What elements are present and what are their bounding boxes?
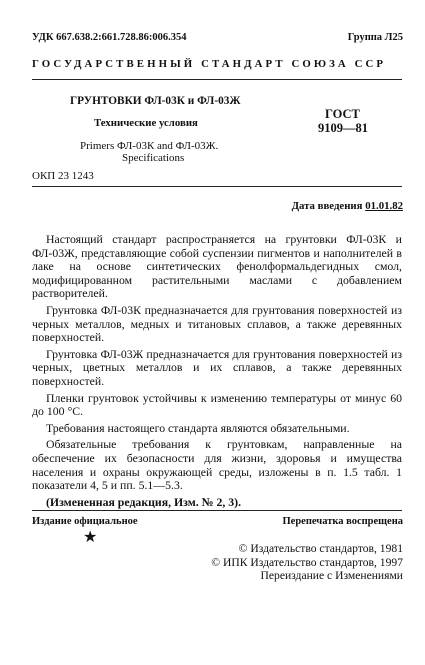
effective-date	[292, 200, 403, 212]
copyright-line-1981: © Издательство стандартов, 1981	[238, 542, 403, 555]
english-title-line2: Specifications	[122, 152, 185, 164]
header-divider	[32, 79, 402, 80]
revision-note: (Измененная редакция, Изм. № 2, 3).	[46, 494, 242, 509]
gost-label: ГОСТ	[325, 107, 360, 121]
effective-date-label: Дата введения	[291, 200, 363, 212]
copyright-block	[211, 542, 403, 583]
udk-code: УДК 667.638.2:661.728.86:006.354	[32, 32, 187, 43]
paragraph: Настоящий стандарт распространяется на грунтовки ФЛ-03К и ФЛ-03Ж, представляющие собой суспензии пигментов и наполнителей в лаке на основе синтетических фенолформальдегидных смол, модифицированном растительными маслами с добавлением растворителей.	[32, 232, 402, 301]
body-text	[32, 233, 402, 509]
group-code: Группа Л25	[347, 32, 403, 43]
okp-code: ОКП 23 1243	[32, 170, 94, 182]
paragraph: Грунтовка ФЛ-03Ж предназначается для грунтования поверхностей из черных, цветных металлов и их сплавов, а также деревянных поверхностей.	[32, 346, 402, 388]
gost-number: 9109—81	[318, 121, 368, 135]
reissue-line: Переиздание с Изменениями	[260, 569, 403, 583]
effective-date-value: 01.01.82	[365, 200, 403, 212]
document-title: ГРУНТОВКИ ФЛ-03К и ФЛ-03Ж	[70, 95, 241, 107]
paragraph: Грунтовка ФЛ-03К предназначается для грунтования поверхностей из черных металлов, медных и титановых сплавов, а также деревянных поверхностей.	[32, 302, 402, 345]
star-icon: ★	[83, 529, 98, 546]
copyright-line-1997: © ИПК Издательство стандартов, 1997	[211, 555, 403, 569]
document-subtitle: Технические условия	[94, 117, 198, 129]
paragraph: Пленки грунтовок устойчивы к изменению температуры от минус 60 до 100 °С.	[32, 390, 402, 419]
official-edition-label: Издание официальное	[32, 516, 138, 527]
paragraph: Требования настоящего стандарта являются обязательными.	[46, 420, 350, 435]
standard-banner: ГОСУДАРСТВЕННЫЙ СТАНДАРТ СОЮЗА ССР	[32, 58, 387, 70]
paragraph: Обязательные требования к грунтовкам, направленные на обеспечение их безопасности для жизни, здоровья и имущества населения и охраны окружающей среды, изложены в п. 1.5 табл. 1 показатели 4, 5 и пп. 5.1—5.3.	[32, 437, 402, 493]
english-title-line1: Primers ФЛ-03К and ФЛ-03Ж.	[80, 140, 219, 152]
reprint-prohibited-label: Перепечатка воспрещена	[282, 516, 403, 527]
title-divider	[32, 186, 402, 187]
footer-divider	[32, 510, 402, 511]
